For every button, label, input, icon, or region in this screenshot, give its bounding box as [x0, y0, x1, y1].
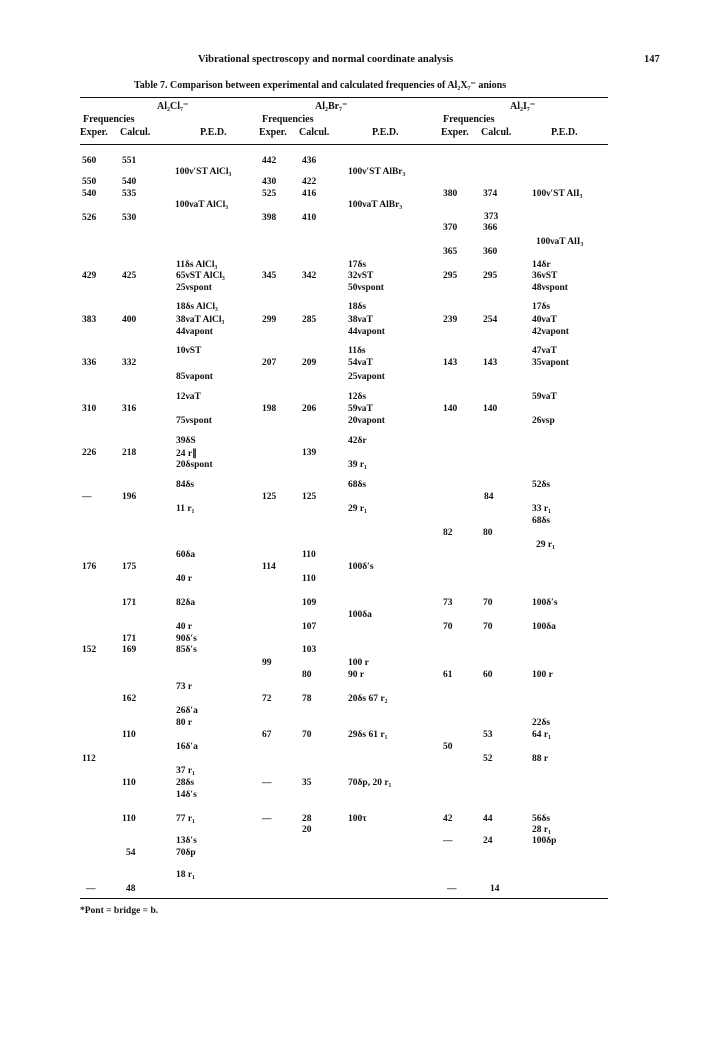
table-cell: 100δ′s: [348, 562, 374, 572]
table-cell: —: [262, 814, 272, 824]
ped-header-br: P.E.D.: [372, 127, 399, 138]
table-cell: 80 r: [176, 718, 193, 728]
table-cell: 525: [262, 189, 277, 199]
table-cell: 42δr: [348, 436, 367, 446]
table-cell: 100ν′ST AlBr₃: [348, 167, 406, 177]
table-cell: 84δs: [176, 480, 195, 490]
table-cell: 198: [262, 404, 277, 414]
table-cell: 25νspont: [176, 283, 212, 293]
table-cell: 80: [302, 670, 312, 680]
table-cell: 540: [82, 189, 97, 199]
table-cell: 112: [82, 754, 96, 764]
table-cell: 239: [443, 315, 458, 325]
table-cell: 85νapont: [176, 372, 213, 382]
table-cell: 20νapont: [348, 416, 385, 426]
table-cell: 47νaT: [532, 346, 557, 356]
table-cell: 29 r₁: [536, 540, 555, 550]
table-cell: 560: [82, 156, 97, 166]
table-cell: 11δs AlCl₃: [176, 260, 218, 270]
table-cell: 18 r₁: [176, 870, 195, 880]
table-cell: 14δr: [532, 260, 551, 270]
exper-header-br: Exper.: [259, 127, 287, 138]
table-cell: 100 r: [532, 670, 553, 680]
table-cell: 254: [483, 315, 498, 325]
table-cell: 422: [302, 177, 317, 187]
table-cell: 35νapont: [532, 358, 569, 368]
table-cell: 40νaT: [532, 315, 557, 325]
table-cell: 540: [122, 177, 137, 187]
table-cell: 110: [122, 814, 136, 824]
table-cell: 60: [483, 670, 493, 680]
table-cell: 125: [262, 492, 277, 502]
table-cell: 29δs 61 r₁: [348, 730, 388, 740]
table-cell: 11δs: [348, 346, 366, 356]
table-cell: 103: [302, 645, 317, 655]
table-cell: 26νsp: [532, 416, 555, 426]
table-cell: 12νaT: [176, 392, 201, 402]
table-cell: 32νST: [348, 271, 374, 281]
table-cell: 100νaT AlI₃: [536, 237, 584, 247]
table-cell: 100ν′ST AlI₃: [532, 189, 583, 199]
table-cell: 410: [302, 213, 317, 223]
table-cell: 206: [302, 404, 317, 414]
table-cell: —: [262, 778, 272, 788]
table-cell: 535: [122, 189, 137, 199]
table-cell: 207: [262, 358, 277, 368]
table-cell: 64 r₁: [532, 730, 551, 740]
table-cell: 59νaT: [532, 392, 557, 402]
table-cell: 196: [122, 492, 137, 502]
table-cell: 551: [122, 156, 137, 166]
exper-header-cl: Exper.: [80, 127, 108, 138]
table-cell: 176: [82, 562, 97, 572]
table-caption: Table 7. Comparison between experimental and calculated frequencies of Al₂X₇⁻ anions: [134, 80, 507, 91]
table-cell: 56δs: [532, 814, 551, 824]
group-header-i: Al₂I₇⁻: [510, 101, 536, 112]
table-cell: 14: [490, 884, 500, 894]
table-cell: 82δa: [176, 598, 196, 608]
table-cell: 366: [483, 223, 498, 233]
footnote: *Pont = bridge = b.: [80, 906, 159, 916]
table-cell: 39 r₁: [348, 460, 367, 470]
table-cell: 52: [483, 754, 493, 764]
table-cell: 100δa: [532, 622, 556, 632]
table-cell: 100δ′s: [532, 598, 558, 608]
table-cell: 82: [443, 528, 453, 538]
table-cell: 36νST: [532, 271, 558, 281]
calcul-header-br: Calcul.: [299, 127, 330, 138]
table-cell: 48νspont: [532, 283, 568, 293]
table-cell: 336: [82, 358, 97, 368]
table-cell: 70: [483, 622, 493, 632]
calcul-header-i: Calcul.: [481, 127, 512, 138]
table-cell: 139: [302, 448, 317, 458]
table-cell: 77 r₁: [176, 814, 195, 824]
table-cell: 20δspont: [176, 460, 213, 470]
table-cell: 68δs: [348, 480, 367, 490]
table-cell: 50νspont: [348, 283, 384, 293]
table-cell: 78: [302, 694, 312, 704]
table-cell: 345: [262, 271, 277, 281]
table-cell: 70: [302, 730, 312, 740]
table-cell: 44νapont: [176, 327, 213, 337]
ped-header-i: P.E.D.: [551, 127, 578, 138]
table-cell: 70δp: [176, 848, 196, 858]
table-cell: 38νaT AlCl₃: [176, 315, 225, 325]
table-cell: 374: [483, 189, 498, 199]
table-bottom-rule: [80, 898, 608, 899]
table-top-rule: [80, 97, 608, 98]
table-cell: 169: [122, 645, 137, 655]
table-cell: 110: [122, 778, 136, 788]
table-cell: 70δp, 20 r₁: [348, 778, 392, 788]
table-cell: 54νaT: [348, 358, 373, 368]
table-cell: 100νaT AlCl₃: [175, 200, 229, 210]
table-cell: 48: [126, 884, 136, 894]
table-cell: 342: [302, 271, 317, 281]
frequencies-label-br: Frequencies: [262, 114, 314, 125]
table-cell: 33 r₁: [532, 504, 551, 514]
table-cell: 29 r₁: [348, 504, 367, 514]
table-cell: 209: [302, 358, 317, 368]
table-cell: 110: [122, 730, 136, 740]
table-cell: 125: [302, 492, 317, 502]
table-cell: 442: [262, 156, 277, 166]
table-cell: 20δs 67 r₂: [348, 694, 388, 704]
table-cell: 530: [122, 213, 137, 223]
table-cell: 175: [122, 562, 137, 572]
table-cell: 16δ′a: [176, 742, 198, 752]
table-cell: 85δ′s: [176, 645, 197, 655]
table-cell: 143: [483, 358, 498, 368]
frequencies-label-cl: Frequencies: [83, 114, 135, 125]
table-cell: 114: [262, 562, 276, 572]
table-cell: 80: [483, 528, 493, 538]
table-cell: 430: [262, 177, 277, 187]
table-cell: 28: [302, 814, 312, 824]
table-cell: 380: [443, 189, 458, 199]
calcul-header-cl: Calcul.: [120, 127, 151, 138]
table-cell: —: [86, 884, 96, 894]
table-cell: 70: [443, 622, 453, 632]
table-cell: 373: [484, 212, 499, 222]
table-cell: 416: [302, 189, 317, 199]
table-cell: 61: [443, 670, 453, 680]
table-cell: 295: [483, 271, 498, 281]
table-cell: 299: [262, 315, 277, 325]
table-cell: 42νapont: [532, 327, 569, 337]
table-cell: 54: [126, 848, 136, 858]
table-cell: 38νaT: [348, 315, 373, 325]
table-cell: 100τ: [348, 814, 367, 824]
table-cell: 526: [82, 213, 97, 223]
table-cell: —: [443, 836, 453, 846]
table-cell: 360: [483, 247, 498, 257]
table-cell: 332: [122, 358, 137, 368]
table-cell: 90δ′s: [176, 634, 197, 644]
group-header-br: Al₂Br₇⁻: [315, 101, 348, 112]
table-cell: 140: [443, 404, 458, 414]
table-cell: 26δ′a: [176, 706, 198, 716]
header-rule: [80, 144, 608, 145]
table-cell: 20: [302, 825, 312, 835]
table-cell: 436: [302, 156, 317, 166]
table-cell: 35: [302, 778, 312, 788]
ped-header-cl: P.E.D.: [200, 127, 227, 138]
table-cell: 44: [483, 814, 493, 824]
table-cell: 70: [483, 598, 493, 608]
table-cell: 13δ′s: [176, 836, 197, 846]
table-cell: 17δs: [348, 260, 367, 270]
table-cell: 383: [82, 315, 97, 325]
table-cell: 143: [443, 358, 458, 368]
table-cell: 152: [82, 645, 97, 655]
table-cell: 24 r∥: [176, 449, 197, 459]
table-cell: 25νapont: [348, 372, 385, 382]
table-cell: 99: [262, 658, 272, 668]
table-cell: 365: [443, 247, 458, 257]
table-cell: 171: [122, 598, 137, 608]
table-cell: 90 r: [348, 670, 365, 680]
table-cell: 52δs: [532, 480, 551, 490]
table-cell: 53: [483, 730, 493, 740]
table-cell: 14δ′s: [176, 790, 197, 800]
table-cell: 28δs: [176, 778, 195, 788]
table-cell: 50: [443, 742, 453, 752]
table-cell: 18δs AlCl₃: [176, 302, 218, 312]
table-cell: —: [447, 884, 457, 894]
group-header-cl: Al₂Cl₇⁻: [157, 101, 189, 112]
table-cell: 226: [82, 448, 97, 458]
table-cell: 67: [262, 730, 272, 740]
table-cell: 72: [262, 694, 272, 704]
table-cell: 100νaT AlBr₃: [348, 200, 403, 210]
table-cell: 18δs: [348, 302, 367, 312]
table-cell: 10νST: [176, 346, 202, 356]
table-cell: 218: [122, 448, 137, 458]
table-cell: 37 r₁: [176, 766, 195, 776]
table-cell: 42: [443, 814, 453, 824]
table-cell: 84: [484, 492, 494, 502]
table-cell: 73: [443, 598, 453, 608]
table-cell: 171: [122, 634, 137, 644]
table-cell: 370: [443, 223, 458, 233]
table-cell: 68δs: [532, 516, 551, 526]
table-cell: 11 r₁: [176, 504, 195, 514]
running-head-title: Vibrational spectroscopy and normal coordinate analysis: [198, 54, 454, 65]
table-cell: 12δs: [348, 392, 367, 402]
table-cell: 550: [82, 177, 97, 187]
table-cell: 75νspont: [176, 416, 212, 426]
table-cell: 425: [122, 271, 137, 281]
table-cell: 24: [483, 836, 493, 846]
table-cell: 17δs: [532, 302, 551, 312]
table-cell: 107: [302, 622, 317, 632]
table-cell: 429: [82, 271, 97, 281]
table-cell: 88 r: [532, 754, 549, 764]
table-cell: 28 r₁: [532, 825, 551, 835]
table-cell: 100δp: [532, 836, 557, 846]
table-cell: 100 r: [348, 658, 369, 668]
table-cell: 162: [122, 694, 137, 704]
table-cell: 40 r: [176, 574, 193, 584]
table-cell: 285: [302, 315, 317, 325]
table-cell: 310: [82, 404, 97, 414]
table-cell: 100ν′ST AlCl₃: [175, 167, 232, 177]
table-cell: 316: [122, 404, 137, 414]
table-cell: 44νapont: [348, 327, 385, 337]
table-cell: —: [82, 492, 92, 502]
table-cell: 100δa: [348, 610, 372, 620]
table-cell: 22δs: [532, 718, 551, 728]
table-cell: 398: [262, 213, 277, 223]
table-cell: 110: [302, 574, 316, 584]
table-cell: 59νaT: [348, 404, 373, 414]
table-cell: 400: [122, 315, 137, 325]
page-number: 147: [644, 54, 660, 65]
table-cell: 73 r: [176, 682, 193, 692]
table-cell: 65νST AlCl₃: [176, 271, 225, 281]
exper-header-i: Exper.: [441, 127, 469, 138]
table-cell: 39δS: [176, 436, 196, 446]
table-cell: 110: [302, 550, 316, 560]
table-cell: 140: [483, 404, 498, 414]
table-cell: 109: [302, 598, 317, 608]
table-cell: 60δa: [176, 550, 196, 560]
table-cell: 295: [443, 271, 458, 281]
frequencies-label-i: Frequencies: [443, 114, 495, 125]
table-cell: 40 r: [176, 622, 193, 632]
